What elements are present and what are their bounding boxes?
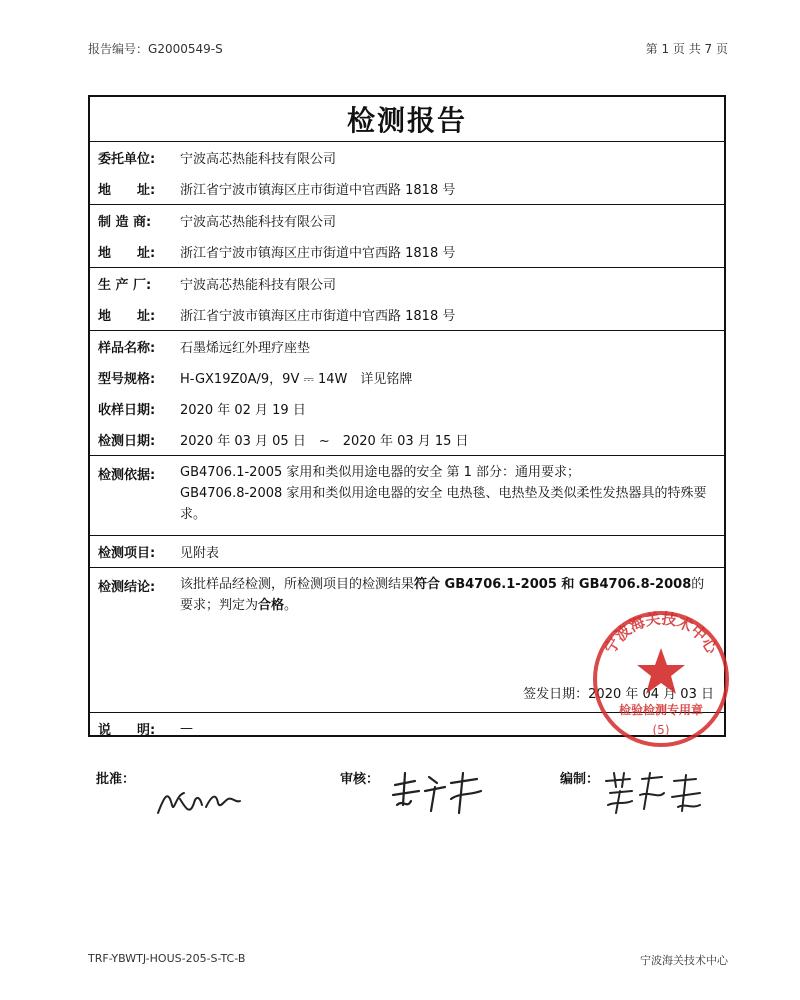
compiler-signature-icon <box>600 765 710 820</box>
conclusion-verdict: 合格 <box>258 598 285 613</box>
form-code: TRF-YBWTJ-HOUS-205-S-TC-B <box>88 952 246 965</box>
manufacturer-value: 宁波高芯热能科技有限公司 <box>180 215 337 230</box>
factory-address-value: 浙江省宁波市镇海区庄市街道中官西路 1818 号 <box>180 309 456 324</box>
issue-date: 签发日期：2020 年 04 月 03 日 <box>523 687 714 702</box>
footer-organization: 宁波海关技术中心 <box>640 954 728 967</box>
sample-section <box>90 331 724 456</box>
basis-values <box>180 462 724 535</box>
conclusion-label: 检测结论: <box>98 580 156 595</box>
items-value: 见附表 <box>180 546 220 561</box>
sample-name-value: 石墨烯远红外理疗座垫 <box>180 341 311 356</box>
official-seal-icon <box>590 608 732 750</box>
factory-row <box>90 268 724 299</box>
svg-text:(5): (5) <box>652 723 670 737</box>
model-label: 型号规格: <box>98 372 156 387</box>
model-row <box>90 362 724 393</box>
svg-text:检验检测专用章: 检验检测专用章 <box>618 703 704 717</box>
factory-value: 宁波高芯热能科技有限公司 <box>180 278 337 293</box>
received-date-row <box>90 393 724 424</box>
model-value: H-GX19Z0A/9，9V ⎓ 14W 详见铭牌 <box>180 372 413 387</box>
items-label: 检测项目: <box>98 546 156 561</box>
received-date-label: 收样日期: <box>98 403 156 418</box>
items-section <box>90 536 724 568</box>
test-date-value: 2020 年 03 月 05 日 ~ 2020 年 03 月 15 日 <box>180 434 469 449</box>
basis-line-1: GB4706.1-2005 家用和类似用途电器的安全 第 1 部分：通用要求； <box>180 465 581 480</box>
report-number <box>88 40 223 57</box>
report-number-label: 报告编号： <box>88 42 149 56</box>
conclusion-part-1: 该批样品经检测，所检测项目的检测结果 <box>180 577 415 592</box>
factory-address-row <box>90 299 724 330</box>
basis-label: 检测依据: <box>98 468 156 483</box>
factory-section <box>90 268 724 331</box>
client-address-label: 地 址: <box>98 183 156 198</box>
review-label: 审核： <box>340 772 380 787</box>
client-row <box>90 142 724 173</box>
conclusion-part-2: 的要求；判定为 <box>180 577 705 613</box>
report-number-value: G2000549-S <box>148 42 223 56</box>
sample-name-row <box>90 331 724 362</box>
svg-text:宁波海关技术中心: 宁波海关技术中心 <box>601 609 721 657</box>
client-address-row <box>90 173 724 204</box>
basis-line-2: GB4706.8-2008 家用和类似用途电器的安全 电热毯、电热垫及类似柔性发热器具的特殊要求。 <box>180 486 707 522</box>
client-address-value: 浙江省宁波市镇海区庄市街道中官西路 1818 号 <box>180 183 456 198</box>
test-date-row <box>90 424 724 455</box>
client-value: 宁波高芯热能科技有限公司 <box>180 152 337 167</box>
manufacturer-address-label: 地 址: <box>98 246 156 261</box>
basis-section <box>90 456 724 536</box>
items-row <box>90 536 724 567</box>
manufacturer-address-value: 浙江省宁波市镇海区庄市街道中官西路 1818 号 <box>180 246 456 261</box>
manufacturer-label: 制 造 商: <box>98 215 152 230</box>
client-section <box>90 142 724 205</box>
approver-signature-icon <box>150 775 250 825</box>
manufacturer-section <box>90 205 724 268</box>
note-label: 说 明: <box>98 723 156 738</box>
client-label: 委托单位: <box>98 152 156 167</box>
received-date-value: 2020 年 02 月 19 日 <box>180 403 306 418</box>
conclusion-part-3: 。 <box>284 598 298 613</box>
factory-label: 生 产 厂: <box>98 278 152 293</box>
report-title: 检测报告 <box>90 97 724 142</box>
conclusion-standard: 符合 GB4706.1-2005 和 GB4706.8-2008 <box>414 577 692 592</box>
sample-name-label: 样品名称: <box>98 341 156 356</box>
note-value: — <box>180 721 193 736</box>
approve-label: 批准： <box>96 772 136 787</box>
compile-label: 编制： <box>560 772 600 787</box>
manufacturer-address-row <box>90 236 724 267</box>
factory-address-label: 地 址: <box>98 309 156 324</box>
test-date-label: 检测日期: <box>98 434 156 449</box>
manufacturer-row <box>90 205 724 236</box>
reviewer-signature-icon <box>385 765 495 820</box>
page-indicator: 第 1 页 共 7 页 <box>645 42 728 56</box>
